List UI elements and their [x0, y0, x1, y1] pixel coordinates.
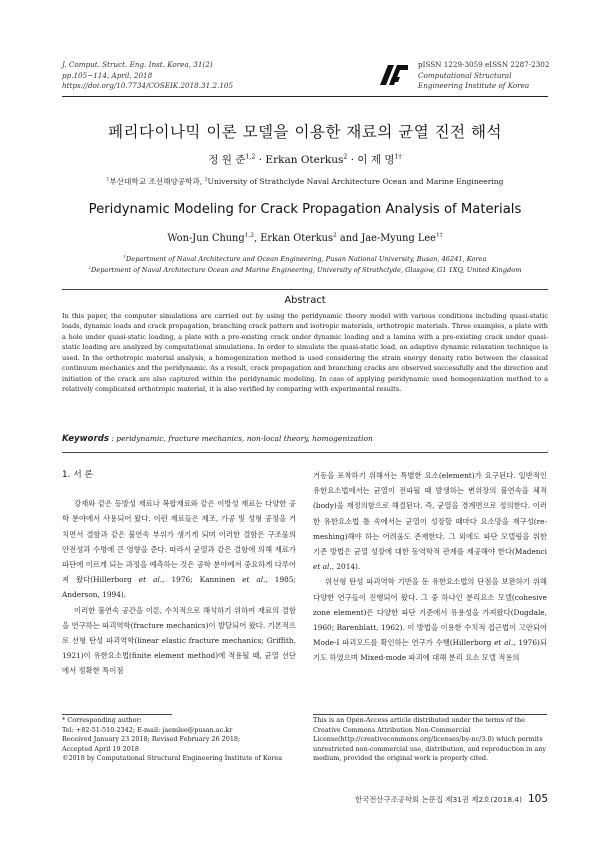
author-sup: 2: [332, 232, 337, 239]
paragraph: 거동을 포착하기 위해서는 특별한 요소(element)가 요구된다. 일반적인 유한요소법에서는 균열이 전파될 때 발생하는 변위장의 불연속을 체적(body)을 재정의함으로 해결된다. 즉, 균열을 경계면으로 정의한다. 이러한 유한요소법 틀 속에서는 균열이 성장할 때마다 요소망을 재구성(re-meshing)해야 하는 어려움도 존재한다. 그 외에도 파단 모델링을 위한 기존 방법은 균열 성장에 대한 동역학적 관계를 제공해야 한다(Madenci et al., 2014).: [313, 471, 547, 572]
footnote-line: Tel: +82-51-510-2342; E-mail: jaemlee@pusan.ac.kr: [62, 725, 233, 734]
paragraph: 이러한 불연속 공간을 이론, 수치적으로 해석하기 위하여 재료의 결함을 연구하는 파괴역학(fracture mechanics)이 발달되어 왔다. 기본적으로 선형 탄성 파괴역학(linear elastic fracture mechanics; Griffith, 1921)이 유한요소법(finite element method)에 적용될 때, 균열 선단에서 정확한 특이점: [62, 605, 296, 676]
publisher-line: Engineering Institute of Korea: [418, 81, 530, 90]
page-footer: [300, 793, 548, 805]
footnote-line: ©2018 by Computational Structural Engineering Institute of Korea: [62, 754, 283, 763]
author-name: Won-Jun Chung: [167, 233, 245, 244]
header-divider: [62, 96, 548, 97]
author-name: and Jae-Myung Lee: [336, 233, 436, 244]
publisher-line: Computational Structural: [418, 70, 512, 80]
paragraph: 위선형 탄성 파괴역학 기반을 둔 유한요소법의 단점을 보완하기 위해 다양한 연구들이 진행되어 왔다. 그 중 하나인 분리요소 모델(cohesive zone element)은 다양한 파단 기준에서 유용성을 가져왔다(Dugdale, 1960; Barenblatt, 1962). 이 방법을 이용한 수치적 접근법이 고안되어 Mode-I 파괴모드를 확인하는 연구가 수행(Hillerborg et al., 1976)되기도 하였으며 Mixed-mode 파괴에 대해 분리 요소 모델 적용의: [313, 577, 547, 663]
author-sup: 1,2: [244, 232, 254, 239]
affil-text: 부산대학교 조선해양공학과,: [109, 177, 205, 186]
affil-sup: 1: [106, 177, 110, 183]
abstract-heading: Abstract: [284, 295, 326, 306]
footnote-divider: [62, 714, 172, 715]
body-column-right: [313, 468, 547, 666]
abstract-divider-bottom: [62, 452, 548, 453]
paragraph: 강재와 같은 등방성 재료나 복합재료와 같은 이방성 재료는 다양한 공학 분야에서 사용되어 왔다. 이런 재료들은 제조, 가공 및 성형 공정을 거치면서 결함과 같은 불연속 부위가 생기게 되며 이러한 결함은 구조물의 안전성과 수명에 큰 영향을 준다. 따라서 균열과 같은 결함에 의해 재료가 파단에 이르게 되는 과정을 예측하는 것은 공학 분야에서 중요하게 다루어져 왔다(Hillerborg et al., 1976; Kanninen et al., 1985; Anderson, 1994).: [62, 499, 296, 600]
affil-text: Department of Naval Architecture Ocean and Marine Engineering, University of Strathclyde, Glasgow, G1 1XQ, United Kingdom: [91, 266, 522, 274]
title-english: Peridynamic Modeling for Crack Propagation Analysis of Materials: [88, 202, 522, 217]
footnote-line: * Corresponding author:: [62, 716, 142, 724]
journal-line: pp.105~114, April, 2018: [62, 70, 153, 80]
affil-text: University of Strathclyde Naval Architecture Ocean and Marine Engineering: [207, 177, 504, 186]
author-sup: 1†: [394, 153, 402, 161]
authors-english: [62, 233, 548, 244]
affil-sup: 2: [204, 177, 208, 183]
page-number: 105: [527, 793, 548, 805]
author-name: , Erkan Oterkus: [253, 233, 333, 244]
affil-text: Department of Naval Architecture and Ocean Engineering, Pusan National University, Busan, 46241, Korea: [126, 255, 487, 263]
license-note: This is an Open-Access article distributed under the terms of the Creative Commons Attribution Non-Commercial License(http://creativecommons.org/licenses/by-nc/3.0) which permits unrestricted non-commercial use, distribution, and reproduction in any medium, provided the original work is properly cited.: [313, 716, 547, 763]
keywords-label: Keywords: [62, 434, 109, 444]
affil-line: [62, 254, 548, 265]
journal-citation: [62, 60, 322, 92]
author-sup: 1†: [435, 232, 443, 239]
affil-sup: 2: [88, 264, 92, 270]
footnote-line: Received January 23 2018; Revised February 26 2018;: [62, 735, 241, 744]
author-name: 정 원 준: [208, 154, 246, 166]
coseik-logo-icon: [378, 63, 410, 87]
keywords-text: : peridynamic, fracture mechanics, non-local theory, homogenization: [108, 434, 373, 443]
section-heading: 1. 서 론: [62, 470, 93, 480]
author-name: · 이 제 명: [347, 154, 395, 166]
journal-line: J. Comput. Struct. Eng. Inst. Korea, 31(2): [62, 60, 213, 69]
keywords: [62, 434, 548, 444]
footer-journal: 한국전산구조공학회 논문집 제31권 제2호(2018.4): [354, 795, 522, 804]
author-sup: 2: [343, 153, 348, 161]
doi-link[interactable]: https://doi.org/10.7734/COSEIK.2018.31.2.105: [62, 81, 234, 90]
body-column-left: [62, 468, 296, 679]
authors-korean: [62, 152, 548, 167]
license-divider: [313, 714, 547, 715]
footnote-line: Accepted April 19 2018: [62, 744, 139, 753]
affil-line: [62, 265, 548, 276]
corresponding-author-note: [62, 716, 302, 764]
abstract-divider-top: [62, 289, 548, 290]
publisher-info: [418, 60, 568, 92]
author-sup: 1,2: [245, 153, 256, 161]
title-korean: 페리다이나믹 이론 모델을 이용한 재료의 균열 진전 해석: [108, 123, 502, 141]
affiliation-korean: [62, 176, 548, 187]
issn: pISSN 1229-3059 eISSN 2287-2302: [418, 60, 550, 69]
abstract-body: In this paper, the computer simulations are carried out by using the peridynamic theory model with various conditions including quasi-static loads, dynamic loads and crack propagation, branching crack pattern and isotropic materials, orthotropic materials. Three examples, a plate with a hole under quasi-static loading, a plate with a pre-existing crack under dynamic loading and a lamina with a pre-existing crack under quasi-static loading are analyzed by computational simulations. In order to simulate the quasi-static load, an adaptive dynamic relaxation technique is used. In the orthotropic material analysis, a homogenization method is used considering the strain energy density ratio between the classical continuum mechanics and the peridynamic. As a result, crack propagation and branching cracks are observed successfully and the direction and initiation of the crack are also captured within the peridynamic modeling. In case of applying peridynamic used homogenization method to a relatively complicated orthotropic material, it is also verified by comparing with experimental results.: [62, 312, 548, 394]
affiliation-english: [62, 254, 548, 276]
affil-sup: 1: [123, 253, 126, 259]
author-name: · Erkan Oterkus: [255, 154, 344, 166]
